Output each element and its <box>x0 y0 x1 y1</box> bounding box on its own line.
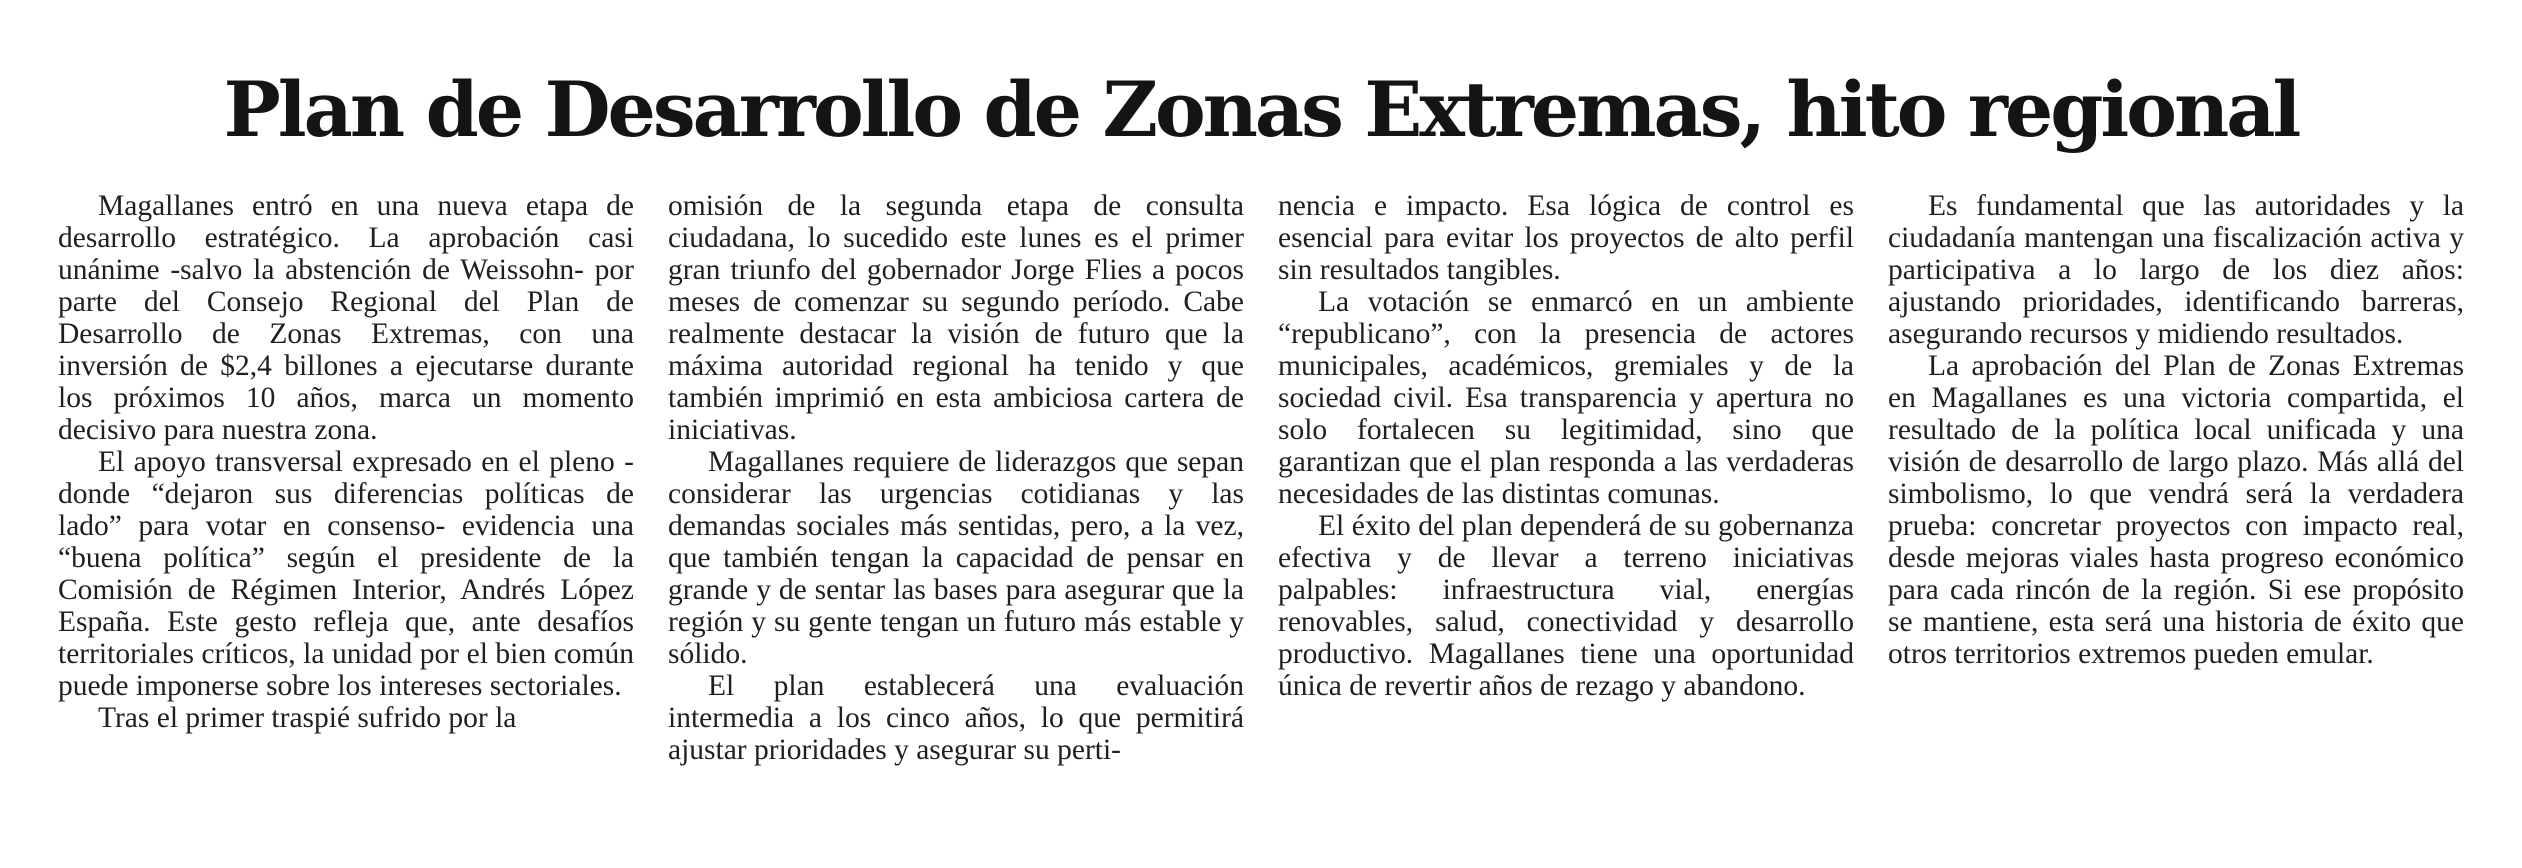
paragraph: omisión de la segunda etapa de consulta ciudadana, lo sucedido este lunes es el primer gran triunfo del gobernador Jorge Flies a pocos meses de comenzar su segundo período. Cabe realmente destacar la visión de futuro que la máxima autoridad regional ha tenido y que también imprimió en esta ambiciosa cartera de iniciativas. <box>668 190 1244 446</box>
text-column-4 <box>1888 190 2464 860</box>
paragraph: Tras el primer traspié sufrido por la <box>98 702 517 734</box>
text-column-1 <box>58 190 634 860</box>
paragraph: Es fundamental que las autoridades y la ciudadanía mantengan una fiscalización activa y participativa a lo largo de los diez años: ajustando prioridades, identificando barreras, asegurando recursos y midiendo resultados. <box>1888 190 2464 350</box>
article-body <box>58 190 2464 860</box>
paragraph: La aprobación del Plan de Zonas Extremas en Magallanes es una victoria compartida, el resultado de la política local unificada y una visión de desarrollo de largo plazo. Más allá del simbolismo, lo que vendrá será la verdadera prueba: concretar proyectos con impacto real, desde mejoras viales hasta progreso económico para cada rincón de la región. Si ese propósito se mantiene, esta será una historia de éxito que otros territorios extremos pueden emular. <box>1888 350 2464 670</box>
paragraph: El apoyo transversal expresado en el pleno -donde “dejaron sus diferencias políticas de lado” para votar en consenso- evidencia una “buena política” según el presidente de la Comisión de Régimen Interior, Andrés López España. Este gesto refleja que, ante desafíos territoriales críticos, la unidad por el bien común puede imponerse sobre los intereses sectoriales. <box>58 446 634 702</box>
paragraph: Magallanes requiere de liderazgos que sepan considerar las urgencias cotidianas y las demandas sociales más sentidas, pero, a la vez, que también tengan la capacidad de pensar en grande y de sentar las bases para asegurar que la región y su gente tengan un futuro más estable y sólido. <box>668 446 1244 670</box>
text-column-2 <box>668 190 1244 860</box>
article-headline: Plan de Desarrollo de Zonas Extremas, hito regional <box>223 65 2299 154</box>
paragraph: El plan establecerá una evaluación intermedia a los cinco años, lo que permitirá ajustar prioridades y asegurar su perti- <box>668 670 1244 766</box>
paragraph: La votación se enmarcó en un ambiente “republicano”, con la presencia de actores municipales, académicos, gremiales y de la sociedad civil. Esa transparencia y apertura no solo fortalecen su legitimidad, sino que garantizan que el plan responda a las verdaderas necesidades de las distintas comunas. <box>1278 286 1854 510</box>
text-column-3 <box>1278 190 1854 860</box>
paragraph: Magallanes entró en una nueva etapa de desarrollo estratégico. La aprobación casi unánime -salvo la abstención de Weissohn- por parte del Consejo Regional del Plan de Desarrollo de Zonas Extremas, con una inversión de $2,4 billones a ejecutarse durante los próximos 10 años, marca un momento decisivo para nuestra zona. <box>58 190 634 446</box>
paragraph: nencia e impacto. Esa lógica de control es esencial para evitar los proyectos de alto perfil sin resultados tangibles. <box>1278 190 1854 286</box>
paragraph: El éxito del plan dependerá de su gobernanza efectiva y de llevar a terreno iniciativas palpables: infraestructura vial, energías renovables, salud, conectividad y desarrollo productivo. Magallanes tiene una oportunidad única de revertir años de rezago y abandono. <box>1278 510 1854 702</box>
